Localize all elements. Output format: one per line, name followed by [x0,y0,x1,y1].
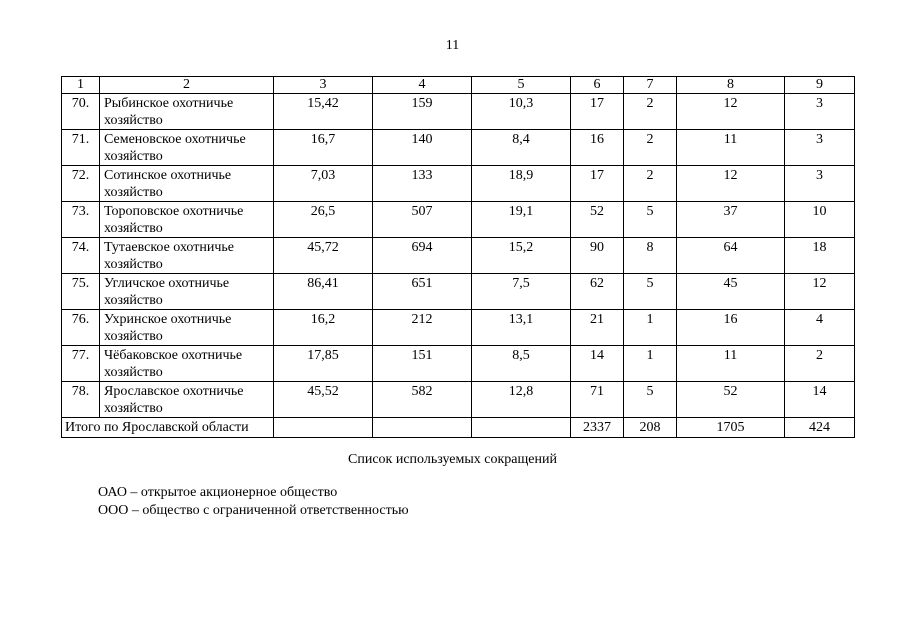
table-cell: 1 [624,310,677,346]
table-cell: 17,85 [274,346,373,382]
table-cell: 19,1 [472,202,571,238]
row-number: 77. [62,346,100,382]
table-cell: 2 [624,130,677,166]
total-label: Итого по Ярославской области [62,418,274,438]
table-cell: 10,3 [472,94,571,130]
table-cell: 1 [624,346,677,382]
table-cell: 11 [677,130,785,166]
table-row [62,130,855,166]
column-header: 9 [785,77,855,94]
table-row [62,94,855,130]
table-cell: 21 [571,310,624,346]
column-header: 7 [624,77,677,94]
table-cell: 52 [571,202,624,238]
table-cell: 12,8 [472,382,571,418]
hunting-farm-name: Рыбинское охотничье хозяйство [100,94,274,130]
table-cell: 507 [373,202,472,238]
row-number: 76. [62,310,100,346]
table-cell: 45 [677,274,785,310]
table-cell: 18,9 [472,166,571,202]
hunting-farm-name: Семеновское охотничье хозяйство [100,130,274,166]
row-number: 71. [62,130,100,166]
table-cell: 7,03 [274,166,373,202]
table-row [62,202,855,238]
table-cell: 17 [571,166,624,202]
table-cell: 2 [624,94,677,130]
table-cell: 15,2 [472,238,571,274]
row-number: 78. [62,382,100,418]
table-cell: 62 [571,274,624,310]
total-cell: 2337 [571,418,624,438]
table-cell: 12 [785,274,855,310]
table-cell: 10 [785,202,855,238]
table-cell: 11 [677,346,785,382]
table-cell: 2 [785,346,855,382]
hunting-farm-name: Чёбаковское охотничье хозяйство [100,346,274,382]
total-cell: 1705 [677,418,785,438]
table-cell: 90 [571,238,624,274]
data-table [61,76,855,438]
abbreviation-item: ОАО – открытое акционерное общество [98,485,338,500]
table-cell: 13,1 [472,310,571,346]
abbreviations-title: Список используемых сокращений [348,452,557,467]
table-cell: 37 [677,202,785,238]
table-row [62,346,855,382]
hunting-farm-name: Тороповское охотничье хозяйство [100,202,274,238]
table-cell: 15,42 [274,94,373,130]
table-cell: 16,2 [274,310,373,346]
column-header: 8 [677,77,785,94]
table-cell: 14 [785,382,855,418]
column-header: 3 [274,77,373,94]
header-row [62,77,855,94]
column-header: 1 [62,77,100,94]
table-cell: 212 [373,310,472,346]
total-cell [472,418,571,438]
abbreviation-item: ООО – общество с ограниченной ответственностью [98,503,409,518]
table-row [62,238,855,274]
hunting-farm-name: Ярославское охотничье хозяйство [100,382,274,418]
table-cell: 694 [373,238,472,274]
table-cell: 8 [624,238,677,274]
column-header: 6 [571,77,624,94]
table-cell: 12 [677,94,785,130]
column-header: 5 [472,77,571,94]
hunting-farm-name: Сотинское охотничье хозяйство [100,166,274,202]
abbreviations-list [98,484,409,520]
table-cell: 651 [373,274,472,310]
table-cell: 3 [785,166,855,202]
table-row [62,274,855,310]
table-cell: 18 [785,238,855,274]
table-cell: 14 [571,346,624,382]
table-row [62,310,855,346]
table-cell: 140 [373,130,472,166]
column-header: 2 [100,77,274,94]
table-cell: 12 [677,166,785,202]
row-number: 70. [62,94,100,130]
table-cell: 3 [785,130,855,166]
table-cell: 64 [677,238,785,274]
hunting-farm-name: Тутаевское охотничье хозяйство [100,238,274,274]
page-number: 11 [445,38,460,53]
table-cell: 133 [373,166,472,202]
table-cell: 4 [785,310,855,346]
row-number: 74. [62,238,100,274]
table-cell: 2 [624,166,677,202]
hunting-farm-name: Ухринское охотничье хозяйство [100,310,274,346]
table-cell: 5 [624,382,677,418]
table-cell: 159 [373,94,472,130]
table-cell: 86,41 [274,274,373,310]
table-cell: 8,4 [472,130,571,166]
total-cell [274,418,373,438]
table-cell: 3 [785,94,855,130]
table-cell: 16 [571,130,624,166]
table-row [62,166,855,202]
table-cell: 7,5 [472,274,571,310]
total-cell: 208 [624,418,677,438]
table-cell: 151 [373,346,472,382]
hunting-farm-name: Угличское охотничье хозяйство [100,274,274,310]
table-cell: 26,5 [274,202,373,238]
table-cell: 8,5 [472,346,571,382]
column-header: 4 [373,77,472,94]
table-cell: 45,72 [274,238,373,274]
table-cell: 5 [624,274,677,310]
table-cell: 45,52 [274,382,373,418]
table-cell: 5 [624,202,677,238]
table-cell: 16 [677,310,785,346]
table-cell: 17 [571,94,624,130]
total-cell: 424 [785,418,855,438]
table-cell: 582 [373,382,472,418]
row-number: 73. [62,202,100,238]
table-cell: 52 [677,382,785,418]
total-row [62,418,855,438]
table-row [62,382,855,418]
table-cell: 16,7 [274,130,373,166]
table-cell: 71 [571,382,624,418]
row-number: 72. [62,166,100,202]
total-cell [373,418,472,438]
row-number: 75. [62,274,100,310]
